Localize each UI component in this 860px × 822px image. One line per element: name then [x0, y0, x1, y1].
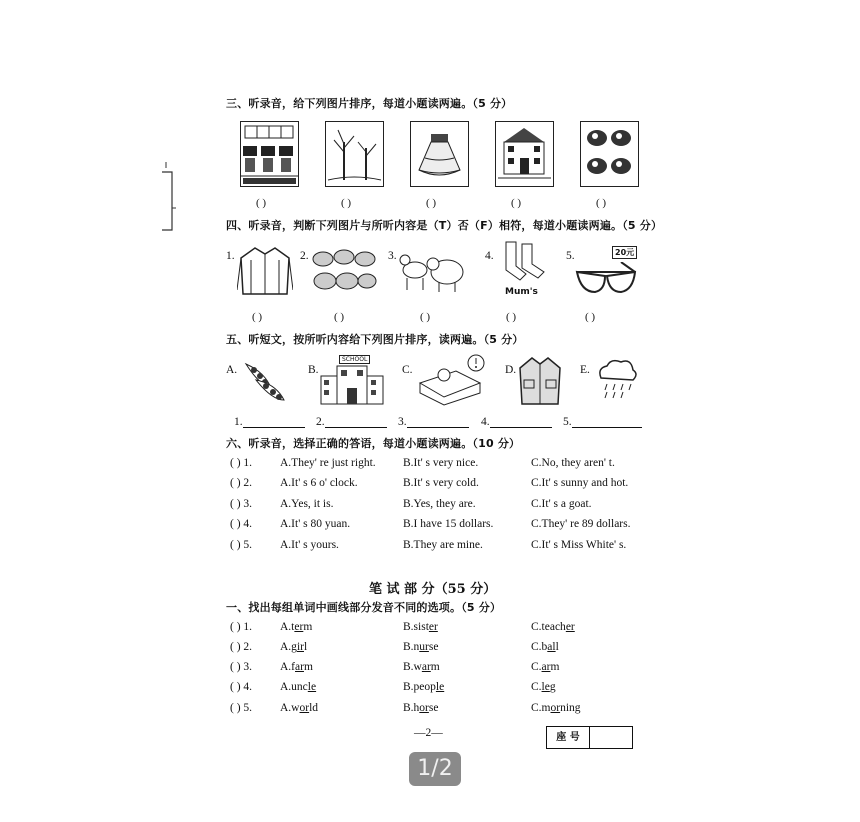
answer-blank[interactable]: 4.: [481, 415, 552, 428]
option-a: A.It' s 6 o' clock.: [280, 477, 358, 489]
answer-paren[interactable]: ( ): [252, 311, 263, 323]
answer-paren[interactable]: ( ): [585, 311, 596, 323]
picture-sleeping-bed: [414, 353, 488, 407]
picture-rain-cloud: [595, 356, 639, 402]
answer-paren[interactable]: ( ): [511, 197, 522, 209]
option-a: A.girl: [280, 641, 308, 653]
item-number: 5.: [566, 250, 575, 262]
option-b: B.Yes, they are.: [403, 498, 476, 510]
answer-blank[interactable]: 1.: [234, 415, 305, 428]
picture-school: [319, 364, 385, 406]
answer-paren[interactable]: ( ): [420, 311, 431, 323]
question-number[interactable]: ( ) 3.: [230, 661, 253, 673]
question-number[interactable]: ( ) 3.: [230, 498, 253, 510]
picture-skirt: [410, 121, 469, 187]
option-a: A.world: [280, 702, 319, 714]
option-c: C.teacher: [531, 621, 575, 633]
option-c: C.It' s a goat.: [531, 498, 592, 510]
item-letter: B.: [308, 364, 319, 376]
answer-blank[interactable]: 2.: [316, 415, 387, 428]
item-letter: D.: [505, 364, 517, 376]
picture-chickens: [580, 121, 639, 187]
answer-paren[interactable]: ( ): [596, 197, 607, 209]
option-a: A.term: [280, 621, 313, 633]
picture-socks: [498, 240, 548, 284]
answer-paren[interactable]: ( ): [506, 311, 517, 323]
question-number[interactable]: ( ) 2.: [230, 477, 253, 489]
option-c: C.No, they aren' t.: [531, 457, 615, 469]
seat-number-box[interactable]: [546, 726, 633, 749]
section-6-heading: 六、听录音，选择正确的答语，每道小题读两遍。（10 分）: [226, 437, 521, 450]
picture-potatoes: [311, 247, 377, 297]
picture-peas: [240, 356, 288, 406]
item-number: 4.: [485, 250, 494, 262]
option-c: C.ball: [531, 641, 559, 653]
option-b: B.sister: [403, 621, 438, 633]
answer-paren[interactable]: ( ): [334, 311, 345, 323]
option-c: C.morning: [531, 702, 581, 714]
item-number: 2.: [300, 250, 309, 262]
answer-blank[interactable]: 5.: [563, 415, 642, 428]
option-a: A.It' s 80 yuan.: [280, 518, 351, 530]
option-b: B.It' s very cold.: [403, 477, 479, 489]
option-a: A.They' re just right.: [280, 457, 376, 469]
answer-paren[interactable]: ( ): [256, 197, 267, 209]
picture-school-building: [495, 121, 554, 187]
item-letter: A.: [226, 364, 238, 376]
question-number[interactable]: ( ) 4.: [230, 518, 253, 530]
item-letter: C.: [402, 364, 413, 376]
section-3-heading: 三、听录音，给下列图片排序，每道小题读两遍。（5 分）: [226, 97, 513, 110]
option-b: B.warm: [403, 661, 440, 673]
option-c: C.leg: [531, 681, 556, 693]
option-c: C.It' s Miss White' s.: [531, 539, 627, 551]
picture-sunglasses: [573, 262, 639, 300]
option-b: B.people: [403, 681, 445, 693]
written-section-1-heading: 一、找出每组单词中画线部分发音不同的选项。（5 分）: [226, 601, 502, 614]
option-a: A.Yes, it is.: [280, 498, 334, 510]
question-number[interactable]: ( ) 5.: [230, 702, 253, 714]
question-number[interactable]: ( ) 5.: [230, 539, 253, 551]
question-number[interactable]: ( ) 4.: [230, 681, 253, 693]
section-4-heading: 四、听录音，判断下列图片与所听内容是（T）否（F）相符，每道小题读两遍。（5 分）: [226, 219, 663, 232]
answer-blank[interactable]: 3.: [398, 415, 469, 428]
question-number[interactable]: ( ) 1.: [230, 457, 253, 469]
page-number: —2—: [414, 727, 443, 739]
option-b: B.nurse: [403, 641, 439, 653]
picture-coat: [516, 356, 564, 406]
option-a: A.farm: [280, 661, 313, 673]
picture-winter-trees: [325, 121, 384, 187]
binding-bracket: [160, 158, 176, 234]
price-tag: 20元: [612, 246, 637, 259]
item-number: 1.: [226, 250, 235, 262]
option-c: C.They' re 89 dollars.: [531, 518, 631, 530]
option-b: B.They are mine.: [403, 539, 483, 551]
seat-number-label: 座 号: [547, 727, 590, 748]
question-number[interactable]: ( ) 1.: [230, 621, 253, 633]
page-indicator[interactable]: 1/2: [409, 752, 461, 786]
picture-desks: [240, 121, 299, 187]
option-a: A.It' s yours.: [280, 539, 339, 551]
section-5-heading: 五、听短文，按所听内容给下列图片排序，读两遍。（5 分）: [226, 333, 524, 346]
picture-jacket: [237, 244, 293, 300]
answer-paren[interactable]: ( ): [426, 197, 437, 209]
option-b: B.horse: [403, 702, 439, 714]
answer-paren[interactable]: ( ): [341, 197, 352, 209]
school-sign: SCHOOL: [339, 355, 370, 364]
option-b: B.I have 15 dollars.: [403, 518, 494, 530]
written-part-title: 笔 试 部 分（55 分）: [369, 582, 497, 597]
option-a: A.uncle: [280, 681, 317, 693]
item-letter: E.: [580, 364, 590, 376]
question-number[interactable]: ( ) 2.: [230, 641, 253, 653]
option-c: C.arm: [531, 661, 560, 673]
socks-caption: Mum's: [505, 287, 538, 297]
option-b: B.It' s very nice.: [403, 457, 479, 469]
option-c: C.It' s sunny and hot.: [531, 477, 629, 489]
item-number: 3.: [388, 250, 397, 262]
picture-goat-and-sheep: [399, 248, 467, 294]
